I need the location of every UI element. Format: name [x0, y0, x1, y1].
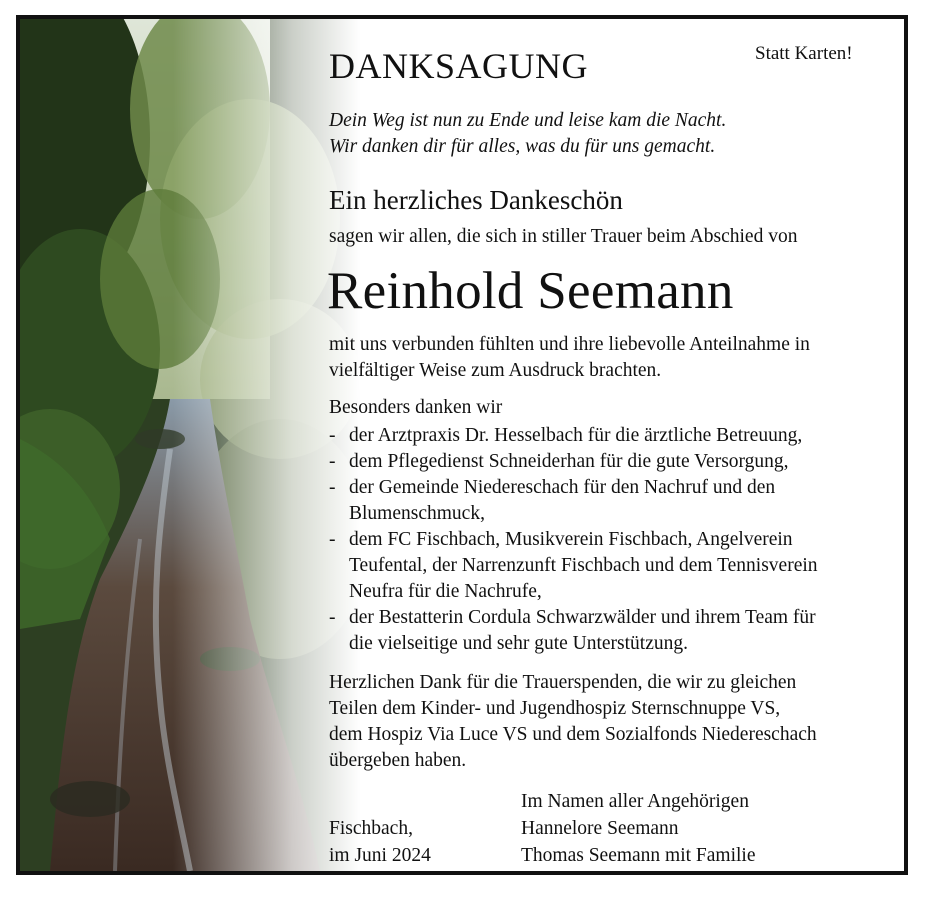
signatory-line: Im Namen aller Angehörigen [521, 791, 749, 812]
place: Fischbach, [329, 818, 413, 839]
list-dash: - [329, 451, 336, 472]
list-item-line: die vielseitige und sehr gute Unterstützung. [349, 633, 689, 654]
list-item [329, 605, 818, 657]
list-item [329, 527, 818, 605]
list-item-line: dem Pflegedienst Schneiderhan für die gute Versorgung, [349, 451, 789, 472]
paragraph-donations [329, 670, 817, 774]
list-item-line: dem FC Fischbach, Musikverein Fischbach, Angelverein [349, 529, 793, 550]
place-date [329, 815, 431, 869]
list-item-line: der Arztpraxis Dr. Hesselbach für die ärztliche Betreuung, [349, 425, 803, 446]
date: im Juni 2024 [329, 845, 431, 866]
list-item-line: Blumenschmuck, [349, 503, 485, 524]
verse [329, 108, 726, 160]
list-item-line: der Bestatterin Cordula Schwarzwälder und ihrem Team für [349, 607, 816, 628]
thanks-list [329, 423, 818, 657]
list-item-line: Teufental, der Narrenzunft Fischbach und dem Tennisverein [349, 555, 818, 576]
verse-line: Wir danken dir für alles, was du für uns gemacht. [329, 136, 716, 157]
list-item-line: der Gemeinde Niedereschach für den Nachruf und den [349, 477, 776, 498]
signatory-line: Hannelore Seemann [521, 818, 679, 839]
besonders-heading: Besonders danken wir [329, 397, 503, 418]
paragraph-line: Teilen dem Kinder- und Jugendhospiz Sternschnuppe VS, [329, 698, 781, 719]
paragraph-thanks [329, 332, 810, 384]
intro-text: sagen wir allen, die sich in stiller Trauer beim Abschied von [329, 226, 798, 247]
announcement-text [20, 19, 904, 871]
list-item [329, 449, 818, 475]
signatories [521, 788, 756, 869]
announcement-frame [16, 15, 908, 875]
list-item-line: Neufra für die Nachrufe, [349, 581, 542, 602]
paragraph-line: mit uns verbunden fühlten und ihre liebevolle Anteilnahme in [329, 334, 810, 355]
paragraph-line: Herzlichen Dank für die Trauerspenden, die wir zu gleichen [329, 672, 797, 693]
paragraph-line: vielfältiger Weise zum Ausdruck brachten. [329, 360, 662, 381]
deceased-name: Reinhold Seemann [327, 262, 734, 320]
statt-karten-note: Statt Karten! [755, 43, 853, 64]
list-dash: - [329, 529, 336, 550]
paragraph-line: dem Hospiz Via Luce VS und dem Sozialfonds Niedereschach [329, 724, 817, 745]
list-dash: - [329, 607, 336, 628]
list-item [329, 423, 818, 449]
list-item [329, 475, 818, 527]
paragraph-line: übergeben haben. [329, 750, 467, 771]
page-title: DANKSAGUNG [329, 46, 589, 86]
list-dash: - [329, 425, 336, 446]
subheading: Ein herzliches Dankeschön [329, 185, 623, 215]
list-dash: - [329, 477, 336, 498]
signatory-line: Thomas Seemann mit Familie [521, 845, 756, 866]
verse-line: Dein Weg ist nun zu Ende und leise kam die Nacht. [329, 110, 727, 131]
